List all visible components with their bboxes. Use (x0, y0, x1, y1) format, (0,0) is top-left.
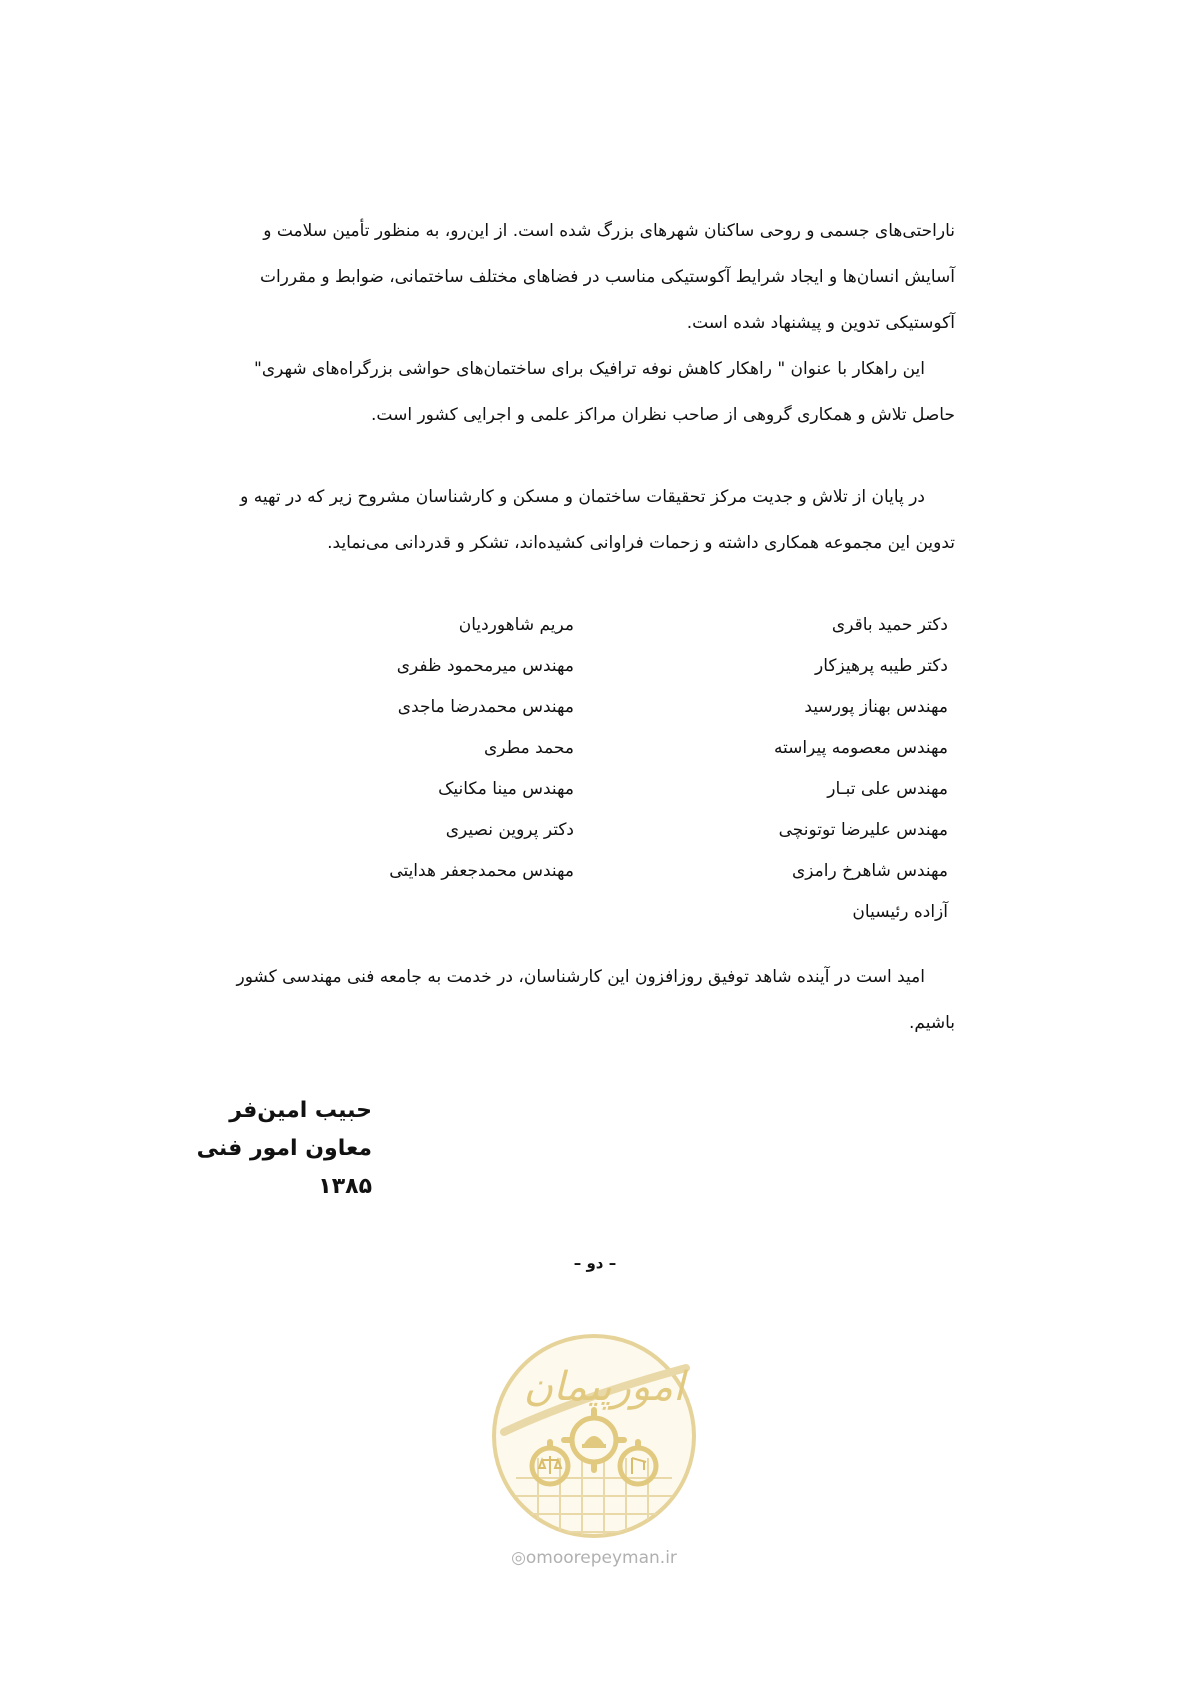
closing-line: باشیم. (908, 1013, 955, 1033)
signature-block (196, 1092, 372, 1206)
thanks-paragraph (212, 474, 955, 566)
closing-paragraph (212, 954, 955, 1046)
contributor-name: مریم شاهوردیان (458, 615, 574, 635)
signature-year: ۱۳۸۵ (318, 1174, 372, 1199)
guideline-paragraph (212, 346, 955, 438)
contributor-name: مهندس محمدرضا ماجدی (397, 697, 574, 717)
signatory-name: حبیب امین‌فر (229, 1098, 372, 1123)
contributors-right-column (700, 605, 948, 933)
guideline-line: این راهکار با عنوان " راهکار کاهش نوفه ترافیک برای ساختمان‌های حواشی بزرگراه‌های شهری" (254, 359, 925, 379)
contributor-name: مهندس معصومه پیراسته (773, 738, 948, 758)
intro-paragraph (212, 208, 955, 346)
contributor-name: آزاده رئیسیان (852, 902, 948, 922)
page-number: – دو – (573, 1254, 617, 1272)
contributor-name: مهندس شاهرخ رامزی (791, 861, 948, 881)
watermark-url-text: omoorepeyman.ir (525, 1548, 677, 1568)
closing-line: امید است در آینده شاهد توفیق روزافزون این کارشناسان، در خدمت به جامعه فنی مهندسی کشور (236, 967, 925, 987)
contributor-name: مهندس علیرضا توتونچی (778, 820, 948, 840)
contributor-name: دکتر پروین نصیری (445, 820, 574, 840)
contributors-left-column (330, 605, 574, 892)
thanks-line: تدوین این مجموعه همکاری داشته و زحمات فراوانی کشیده‌اند، تشکر و قدردانی می‌نماید. (327, 533, 955, 553)
watermark-logo (486, 1328, 702, 1544)
contributor-name: مهندس بهناز پورسید (804, 697, 948, 717)
guideline-line: حاصل تلاش و همکاری گروهی از صاحب نظران مراکز علمی و اجرایی کشور است. (370, 405, 955, 425)
contributor-name: مهندس علی تبـار (827, 779, 948, 799)
contributor-name: مهندس مینا مکانیک (438, 779, 574, 799)
signatory-title: معاون امور فنی (196, 1136, 372, 1161)
contributor-name: مهندس محمدجعفر هدایتی (389, 861, 574, 881)
intro-line: آسایش انسان‌ها و ایجاد شرایط آکوستیکی مناسب در فضاهای مختلف ساختمانی، ضوابط و مقررات (259, 267, 955, 287)
intro-line: آکوستیکی تدوین و پیشنهاد شده است. (686, 313, 955, 333)
contributor-name: دکتر طیبه پرهیزکار (815, 656, 948, 676)
watermark-url (480, 1548, 708, 1568)
at-sign-icon: ◎ (511, 1548, 526, 1568)
contributor-name: محمد مطری (484, 738, 574, 758)
contributor-name: مهندس میرمحمود ظفری (396, 656, 574, 676)
intro-line: ناراحتی‌های جسمی و روحی ساکنان شهرهای بزرگ شده است. از این‌رو، به منظور تأمین سلامت و (263, 221, 955, 241)
contributor-name: دکتر حمید باقری (831, 615, 948, 635)
watermark-logo-text: امورپیمان (523, 1364, 685, 1410)
thanks-line: در پایان از تلاش و جدیت مرکز تحقیقات ساختمان و مسکن و کارشناسان مشروح زیر که در تهیه و (240, 487, 925, 507)
